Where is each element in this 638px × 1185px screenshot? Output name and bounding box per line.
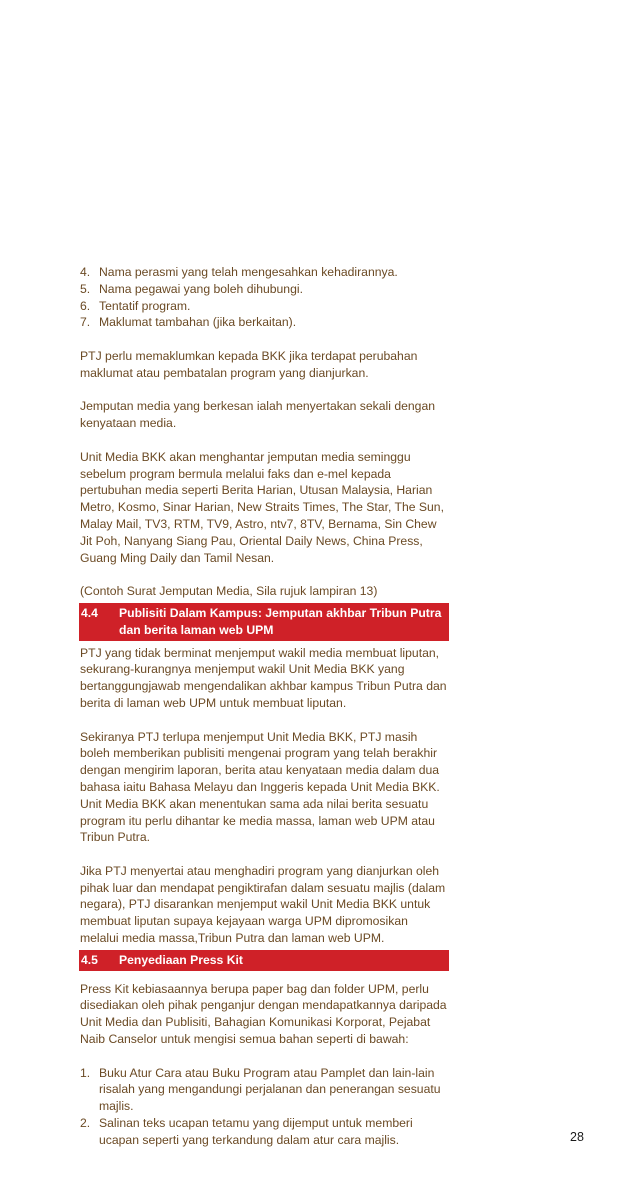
section-title: Penyediaan Press Kit (119, 952, 243, 967)
list-number: 6. (80, 298, 91, 313)
numbered-list-top (80, 264, 448, 331)
list-text: Buku Atur Cara atau Buku Program atau Pamplet dan lain-lain risalah yang mengandungi perjalanan dan penerangan sesuatu majlis. (99, 1065, 441, 1114)
list-item (80, 264, 448, 281)
paragraph: PTJ yang tidak berminat menjemput wakil media membuat liputan, sekurang-kurangnya menjemput wakil Unit Media BKK yang bertanggungjawab mengendalikan akhbar kampus Tribun Putra dan berita di laman web UPM untuk membuat liputan. (80, 645, 447, 710)
paragraph: Unit Media BKK akan menghantar jemputan media seminggu sebelum program bermula melalui faks dan e-mel kepada pertubuhan media seperti Berita Harian, Utusan Malaysia, Harian Metro, Kosmo, Sinar Harian, New Straits Times, The Star, The Sun, Malay Mail, TV3, RTM, TV9, Astro, ntv7, 8TV, Bernama, Sin Chew Jit Poh, Nanyang Siang Pau, Oriental Daily News, China Press, Guang Ming Daily dan Tamil Nesan. (80, 449, 444, 565)
list-item (80, 298, 448, 315)
list-number: 5. (80, 281, 91, 296)
section-heading-4-5 (79, 950, 449, 971)
list-item (80, 281, 448, 298)
list-number: 7. (80, 315, 91, 330)
list-text: Salinan teks ucapan tetamu yang dijemput untuk memberi ucapan seperti yang terkandung dalam atur cara majlis. (99, 1116, 413, 1147)
list-text: Nama pegawai yang boleh dihubungi. (99, 281, 303, 296)
page-number: 28 (570, 1130, 584, 1144)
list-text: Nama perasmi yang telah mengesahkan kehadirannya. (99, 265, 398, 279)
paragraph: Jika PTJ menyertai atau menghadiri program yang dianjurkan oleh pihak luar dan mendapat pengiktirafan dalam sesuatu majlis (dalam negara), PTJ disarankan menjemput wakil Unit Media BKK untuk membuat liputan supaya kejayaan warga UPM dipromosikan melalui media massa,Tribun Putra dan laman web UPM. (80, 863, 446, 946)
list-number: 1. (80, 1065, 91, 1080)
list-text: Maklumat tambahan (jika berkaitan). (99, 315, 297, 330)
list-item (80, 1065, 448, 1115)
section-number: 4.4 (81, 605, 98, 620)
page-content (80, 264, 448, 1149)
section-number: 4.5 (81, 952, 98, 967)
paragraph: Jemputan media yang berkesan ialah menyertakan sekali dengan kenyataan media. (80, 399, 436, 431)
section-title: Publisiti Dalam Kampus: Jemputan akhbar Tribun Putra dan berita laman web UPM (119, 605, 442, 637)
numbered-list-bottom (80, 1065, 448, 1149)
list-text: Tentatif program. (99, 298, 191, 313)
paragraph: PTJ perlu memaklumkan kepada BKK jika terdapat perubahan maklumat atau pembatalan program yang dianjurkan. (80, 348, 418, 380)
paragraph: Sekiranya PTJ terlupa menjemput Unit Media BKK, PTJ masih boleh memberikan publisiti mengenai program yang telah berakhir dengan mengirim laporan, berita atau kenyataan media dalam dua bahasa iaitu Bahasa Melayu dan Inggeris kepada Unit Media BKK. Unit Media BKK akan menentukan sama ada nilai berita sesuatu program itu perlu dihantar ke media massa, laman web UPM atau Tribun Putra. (80, 729, 440, 845)
section-heading-4-4 (79, 603, 449, 641)
list-item (80, 1115, 448, 1149)
paragraph: Press Kit kebiasaannya berupa paper bag dan folder UPM, perlu disediakan oleh pihak penganjur dengan mendapatkannya daripada Unit Media dan Publisiti, Bahagian Komunikasi Korporat, Pejabat Naib Canselor untuk mengisi semua bahan seperti di bawah: (80, 981, 447, 1047)
list-number: 2. (80, 1116, 91, 1131)
list-item (80, 314, 448, 331)
paragraph: (Contoh Surat Jemputan Media, Sila rujuk lampiran 13) (80, 584, 378, 599)
list-number: 4. (80, 265, 91, 279)
